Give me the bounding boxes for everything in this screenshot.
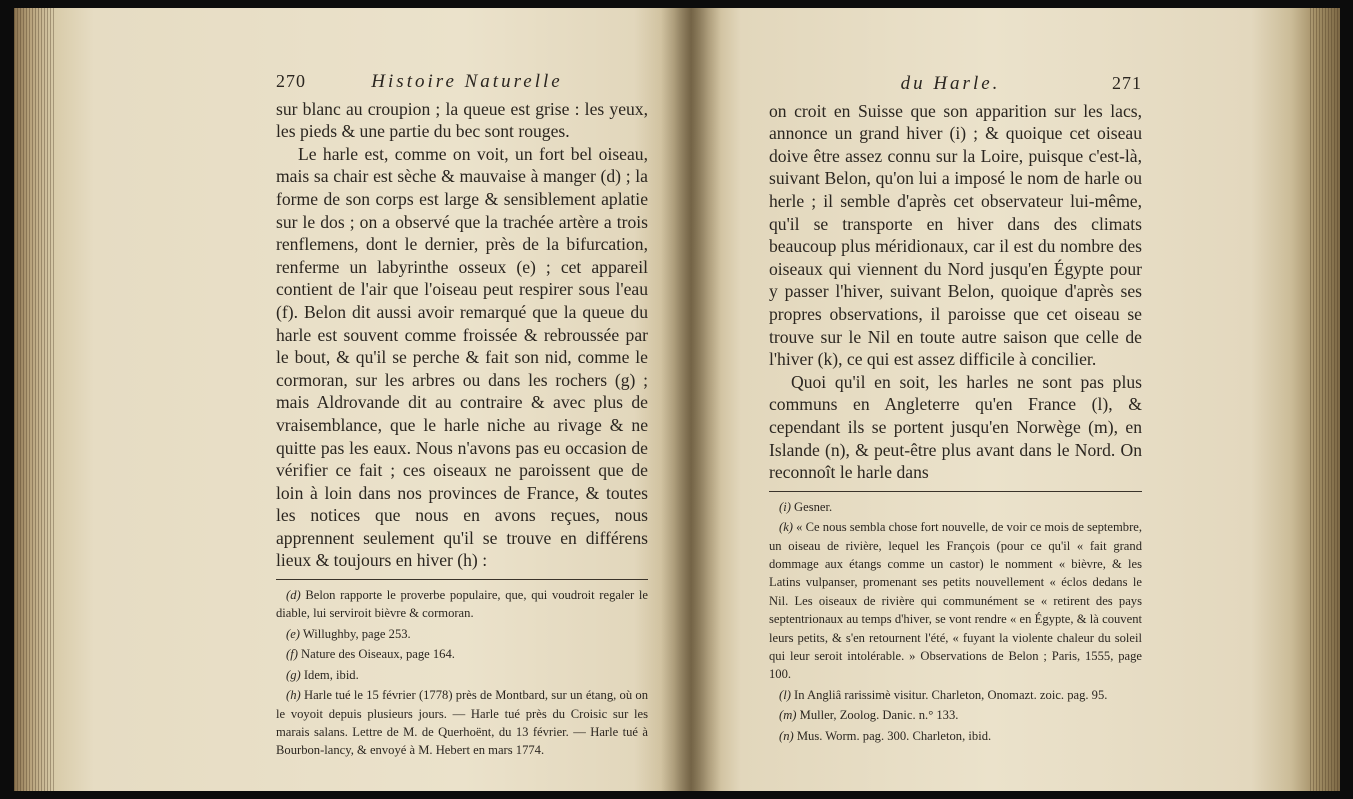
page-number: 270 [276,71,306,91]
left-text-block [276,70,648,762]
footnote-rule [769,491,1142,492]
page-edges [1310,8,1340,791]
left-page [14,8,691,791]
paragraph: Le harle est, comme on voit, un fort bel oiseau, mais sa chair est sèche & mauvaise à manger (d) ; la forme de son corps est large & sensiblement aplatie sur le dos ; on a observé que la trachée artère a trois renflemens, dont le dernier, près de la bifurcation, renferme un labyrinthe osseux (e) ; cet appareil contient de l'air que l'oiseau peut respirer sous l'eau (f). Belon dit aussi avoir remarqué que la queue du harle est souvent comme froissée & rebroussée par le bout, & qu'il se perche & fait son nid, comme le cormoran, sur les arbres ou dans les rochers (g) ; mais Aldrovande dit au contraire & avec plus de vraisemblance, que le harle niche au rivage & ne quitte pas les eaux. Nous n'avons pas eu occasion de vérifier ce fait ; ces oiseaux ne paroissent que de loin à loin dans nos provinces de France, & toutes les notices que nous en avons reçues, nous apprennent seulement qu'il se trouve en différens lieux & toujours en hiver (h) : [276,143,648,571]
footnote: (f) Nature des Oiseaux, page 164. [286,647,455,662]
running-title: Histoire Naturelle [371,71,563,92]
footnote: (n) Mus. Worm. pag. 300. Charleton, ibid. [779,728,992,743]
running-head [276,70,648,94]
paragraph: Quoi qu'il en soit, les harles ne sont pas plus communs en Angleterre qu'en France (l), & cependant ils se portent jusqu'en Norwège (m), en Islande (n), & peut-être plus avant dans le Nord. On reconnoît le harle dans [769,371,1142,483]
footnote: (i) Gesner. [779,499,833,514]
paragraph: sur blanc au croupion ; la queue est grise : les yeux, les pieds & une partie du bec sont rouges. [276,98,648,142]
footnote: (d) Belon rapporte le proverbe populaire, que, qui voudroit regaler le diable, lui serviroit bièvre & cormoran. [276,588,648,621]
gutter-shadow [691,8,721,791]
footnotes [769,498,1142,745]
page-edges [14,8,54,791]
running-head [769,72,1142,96]
gutter-shadow [661,8,691,791]
footnote: (h) Harle tué le 15 février (1778) près de Montbard, sur un étang, où on le voyoit depuis plusieurs jours. — Harle tué près du Croisic sur les marais salans. Lettre de M. de Querhoënt, du 13 février. — Harle tué à Bourbon-lancy, & envoyé à M. Hebert en mars 1774. [276,688,648,758]
right-page [691,8,1340,791]
paragraph: on croit en Suisse que son apparition sur les lacs, annonce un grand hiver (i) ; & quoique cet oiseau doive être assez connu sur la Loire, puisque c'est-là, suivant Belon, qu'on lui a imposé le nom de harle ou herle ; il semble d'après cet observateur lui-même, qu'il se transporte en hiver dans des climats beaucoup plus méridionaux, car il est du nombre des oiseaux qui viennent du Nord jusqu'en Égypte pour y passer l'hiver, suivant Belon, quoique d'après ses propres observations, il paroisse que cet oiseau se trouve sur le Nil en toute autre saison que celle de l'hiver (k), ce qui est assez difficile à concilier. [769,100,1142,370]
footnotes [276,586,648,760]
footnote: (k) « Ce nous sembla chose fort nouvelle, de voir ce mois de septembre, un oiseau de rivière, lequel les François (pour ce qu'il « fait grand dommage aux étangs comme un castor) le nomment « bièvre, & les Latins vulpanser, promenant ses petits nouvellement « éclos dedans le Nil. Les oiseaux de rivière qui communément se « retirent des pays septentrionaux au temps d'hiver, se vont rendre « en Égypte, & là couvent leurs petits, & s'en retournent l'été, « fuyant la violente chaleur du soleil qui leur seroit intolérable. » Observations de Belon ; Paris, 1555, page 100. [769,520,1142,682]
right-text-block [769,72,1142,747]
footnote: (e) Willughby, page 253. [286,626,411,641]
running-title: du Harle. [900,73,1001,94]
footnote: (g) Idem, ibid. [286,667,359,682]
page-number: 271 [1111,73,1142,93]
open-book [14,8,1340,791]
footnote: (m) Muller, Zoolog. Danic. n.° 133. [779,708,959,723]
footnote: (l) In Angliâ rarissimè visitur. Charleton, Onomazt. zoic. pag. 95. [779,687,1108,702]
footnote-rule [276,579,648,580]
